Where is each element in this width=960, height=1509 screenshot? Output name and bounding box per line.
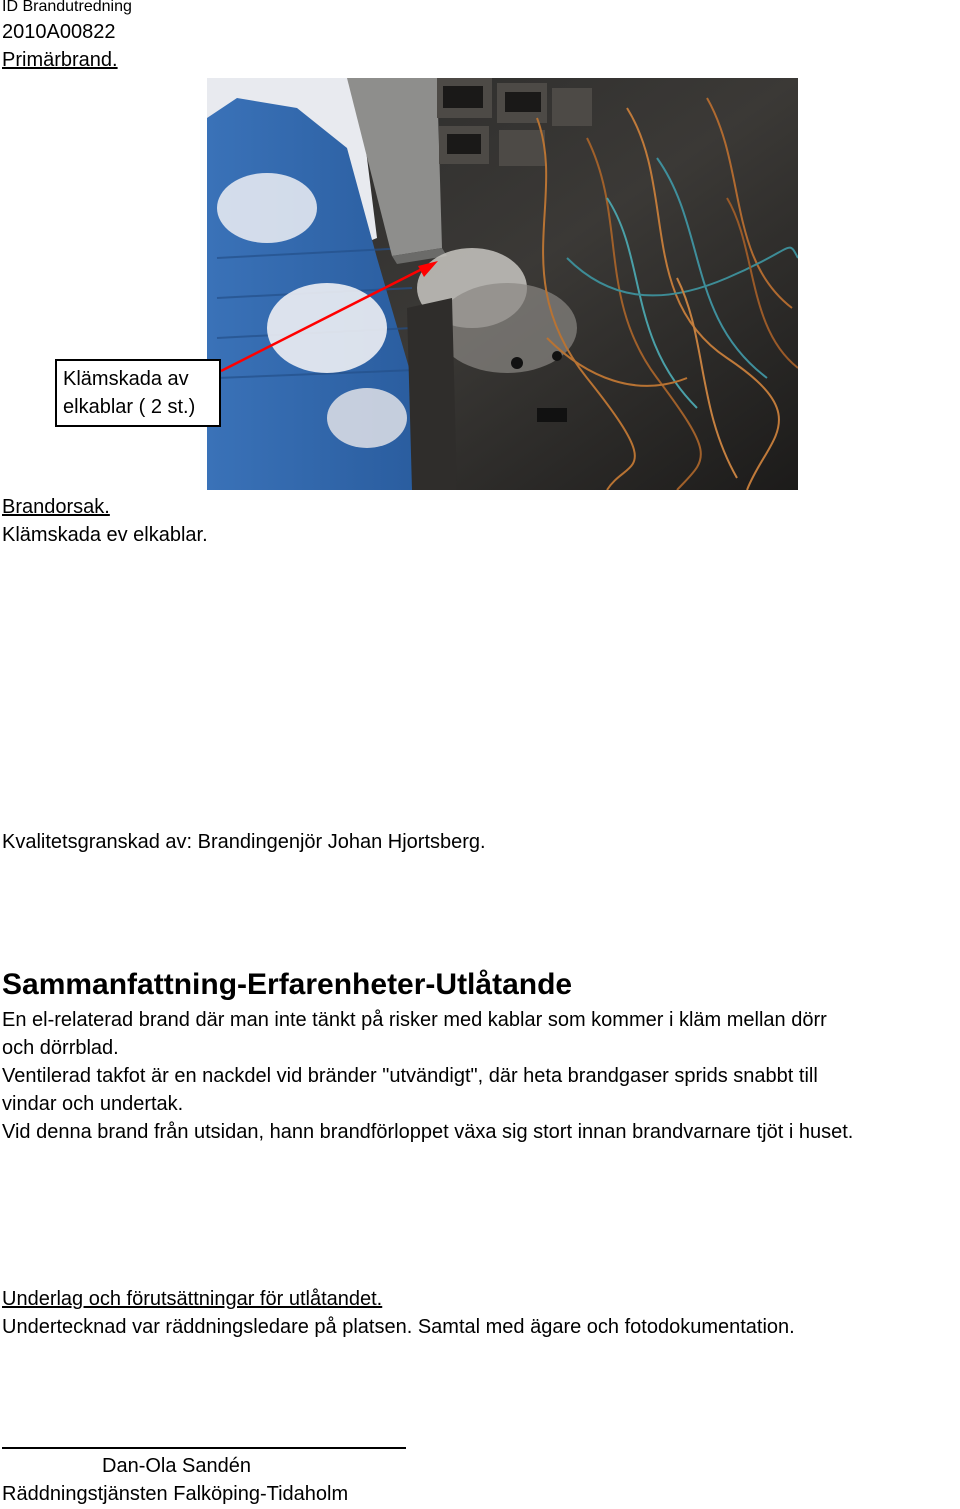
callout-line-2: elkablar ( 2 st.) xyxy=(63,396,196,418)
case-id: 2010A00822 xyxy=(2,21,116,43)
fire-type: Primärbrand. xyxy=(2,49,118,71)
doc-type: ID Brandutredning xyxy=(2,0,132,15)
damage-callout-box xyxy=(55,359,221,427)
summary-p1-line1: En el-relaterad brand där man inte tänkt på risker med kablar som kommer i kläm mellan dörr xyxy=(2,1009,827,1031)
cause-text: Klämskada ev elkablar. xyxy=(2,524,208,546)
quality-review: Kvalitetsgranskad av: Brandingenjör Johan Hjortsberg. xyxy=(2,831,486,853)
basis-heading: Underlag och förutsättningar för utlåtandet. xyxy=(2,1288,383,1310)
summary-paragraph-1 xyxy=(2,1006,942,1062)
basis-text: Undertecknad var räddningsledare på platsen. Samtal med ägare och fotodokumentation. xyxy=(2,1316,795,1338)
signer-name: Dan-Ola Sandén xyxy=(102,1455,251,1477)
fire-damage-photo xyxy=(207,78,798,490)
signer-organization: Räddningstjänsten Falköping-Tidaholm xyxy=(2,1483,349,1505)
cause-heading: Brandorsak. xyxy=(2,496,110,518)
summary-paragraph-2 xyxy=(2,1062,942,1118)
summary-paragraph-3: Vid denna brand från utsidan, hann brandförloppet växa sig stort innan brandvarnare tjöt i huset. xyxy=(2,1121,854,1143)
summary-p2-line1: Ventilerad takfot är en nackdel vid bränder "utvändigt", där heta brandgaser sprids snabbt till xyxy=(2,1065,818,1087)
summary-title: Sammanfattning-Erfarenheter-Utlåtande xyxy=(2,968,573,1001)
summary-p1-line2: och dörrblad. xyxy=(2,1037,119,1059)
callout-line-1: Klämskada av xyxy=(63,368,189,390)
signature-line xyxy=(2,1447,406,1449)
summary-p2-line2: vindar och undertak. xyxy=(2,1093,184,1115)
